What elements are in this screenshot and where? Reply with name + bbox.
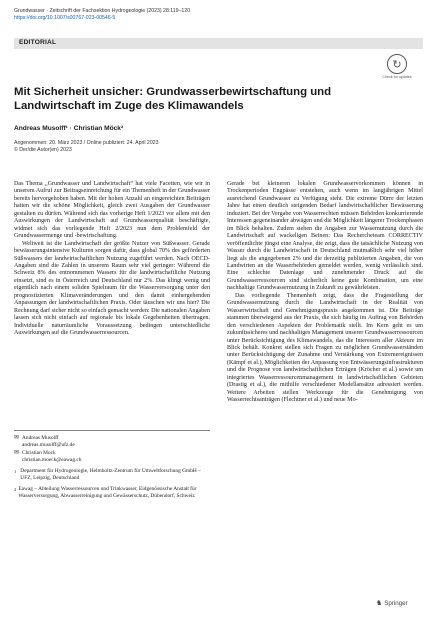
contact-name: Andreas Musolff xyxy=(22,435,59,441)
doi-link[interactable]: https://doi.org/10.1007/s00767-023-00546-5 xyxy=(14,15,116,21)
author-line: Andreas Musolff¹ · Christian Möck² xyxy=(14,125,124,132)
affiliation-number: 1 xyxy=(14,469,17,474)
envelope-icon: ✉ xyxy=(14,450,20,456)
paragraph: Das Thema „Grundwasser und Landwirtschaft“ hat viele Facetten, wie wir in unserem Aufruf zur Beitragseinreichung für ein Themenheft in der Grundwasser bereits hervorgehoben haben. Mit der hohen Anzahl an eingereichten Beiträgen hatten wir die schöne Möglichkeit, gleich zwei Ausgaben der Grundwasser gestalten zu dürfen. Während sich das vorherige Heft 1/2023 vor allem mit den Auswirkungen der Landwirtschaft auf Grundwasserqualität beschäftigte, widmet sich das vorliegende Heft 2/2023 nun dem Problemfeld der Grundwassermenge und -bewirtschaftung. xyxy=(14,181,211,240)
contact-name: Christian Mock xyxy=(22,450,56,456)
badge-label: Check for updates xyxy=(382,75,412,79)
publisher-logo xyxy=(376,599,408,607)
contact-entry xyxy=(14,435,210,449)
footnotes xyxy=(14,435,210,500)
section-bar xyxy=(14,38,423,49)
envelope-icon: ✉ xyxy=(14,435,20,441)
article-title: Mit Sicherheit unsicher: Grundwasserbewirtschaftung und Landwirtschaft im Zuge des Klimawandels xyxy=(14,86,332,112)
contact-email[interactable]: christian.moeck@eawag.ch xyxy=(22,457,82,463)
affiliation xyxy=(14,468,210,482)
publisher-name: Springer xyxy=(384,599,408,607)
affiliation xyxy=(14,486,210,500)
left-column xyxy=(14,181,210,338)
section-label: EDITORIAL xyxy=(19,39,57,46)
contact-email[interactable]: andreas.musolff@ufz.de xyxy=(22,442,75,448)
copyright-line: © Der/die Autor(en) 2023 xyxy=(14,147,72,153)
springer-horse-icon: ♞ xyxy=(376,600,383,607)
paragraph: Das vorliegende Themenheft zeigt, dass die Fragestellung der Grundwassernutzung durch die Landwirtschaft in der Realität von Wasserwirtschaft und Genehmigungspraxis angekommen ist. Die Beiträge stammen überwiegend aus der Praxis, die sich häufig im Auftrag von Behörden den verschiedenen Aspekten der Problematik stellt. Im Kern geht es um zukunftssicheres und nachhaltiges Management unserer Grundwasserressourcen unter Berücksichtigung des Klimawandels, das die Interessen aller Akteure im Blick behält. Konkret stellen sich Fragen zu möglichen Grundwasserständen unter Berücksichtigung der Zunahme und Verstärkung von Extremereignissen (Kämpf et al.), Möglichkeiten der Anpassung von Entwässerungsinfrastrukturen und die Prognose von landwirtschaftlichen Erträgen (Kröcher et al.) sowie um integriertes Wasserressourcenmanagement in landwirtschaftlichen Gebieten (Drastig et al.), die mithilfe verschiedener Modellansätze adressiert werden. Weitere Arbeiten stellen Werkzeuge für die Genehmigung von Wasserrechtsanträgen (Flechtner et al.) und neue Mo- xyxy=(227,292,423,404)
journal-header xyxy=(14,8,424,22)
history-dates: Angenommen: 20. März 2023 / Online publiziert: 24. April 2023 xyxy=(14,140,159,146)
journal-citation: Grundwasser · Zeitschrift der Fachsektion Hydrogeologie (2023) 28:119–120 xyxy=(14,8,191,14)
paragraph: Weltweit ist die Landwirtschaft der größte Nutzer von Süßwasser. Gerade bewässerungsintensive Kulturen sorgen dafür, dass global 70% des geförderten Süßwassers der landwirtschaftlichen Nutzung zugeführt werden. Nach OECD-Angaben sind die Zahlen in unserem Raum sehr viel geringer: Während die Schweiz 8% des entnommenen Wassers für die landwirtschaftliche Nutzung einsetzt, sind es in Österreich und Deutschland nur 2%. Das klingt wenig und eigentlich nach einem soliden Spielraum für die Wasserversorgung unter den prognostizierten Klimaveränderungen und den damit einhergehenden Anpassungen der landwirtschaftlichen Praxis. Oder täuschen wir uns hier? Die Rechnung darf sicher nicht so einfach gemacht werden: Die nationalen Angaben lassen sich nicht einfach auf regionale bis lokale Gegebenheiten übertragen. Individuelle naturräumliche Voraussetzung bedingen unterschiedliche Auswirkungen auf die Grundwasserressourcen. xyxy=(14,240,210,337)
paragraph: Gerade bei kleineren lokalen Grundwasservorkommen können in Trockenperioden Engpässe entstehen, auch wenn im langjährigen Mittel ausreichend Grundwasser zu Verfügung steht. Die extreme Dürre der letzten Jahre hat einen deutlich steigenden Bedarf landwirtschaftlicher Bewässerung induziert. Bei der Vergabe von Wasserrechten müssen Behörden konkurrierende Interessen gegeneinander abwägen und die Möglichkeit längerer Trockenphasen im Blick behalten. Zudem stehen die Angaben zur Wassernutzung durch die Landwirtschaft auf wackeligen Beinen: Das Rechercheteam CORRECTIV veröffentlichte jüngst eine Analyse, die zeigt, dass die tatsächliche Nutzung von Wasser durch die Landwirtschaft in Deutschland mutmaßlich sehr viel höher liegt als die angegebenen 2% und die derzeitig publizierten Angaben, die von Landwirten an die Wasserbehörden gemeldet werden, wenig verlässlich sind. Eine schlechte Datenlage und zunehmender Druck auf die Grundwasserressourcen sind sicherlich keine gute Kombination, um eine nachhaltige Grundwassernutzung in Zukunft zu gewährleisten. xyxy=(227,181,423,292)
right-column xyxy=(227,181,423,405)
affiliation-text: Eawag – Abteilung Wasserressourcen und Trinkwasser, Eidgenössische Anstalt für Wasserversorgung, Abwasserreinigung und Gewässerschutz, Dübendorf, Schweiz xyxy=(18,486,197,499)
affiliation-number: 2 xyxy=(14,487,17,492)
check-for-updates-icon: ↻ xyxy=(387,54,407,74)
footnote-divider xyxy=(14,430,210,431)
affiliation-text: Department für Hydrogeologie, Helmholtz-Zentrum für Umweltforschung GmbH – UFZ, Leipzig, Deutschland xyxy=(20,468,201,481)
check-for-updates-badge[interactable] xyxy=(382,54,412,79)
contact-entry xyxy=(14,450,210,464)
article-history xyxy=(14,140,314,154)
